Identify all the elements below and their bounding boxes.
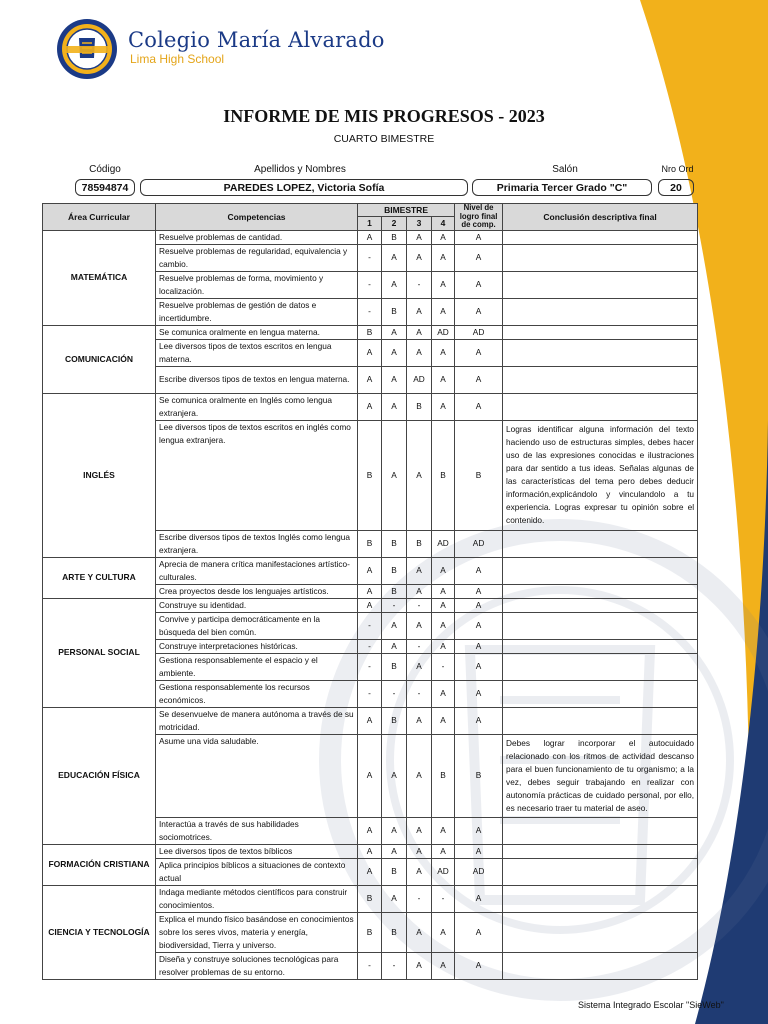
codigo-field: 78594874 [75,179,135,196]
grade-b2: A [382,612,407,639]
competencia: Resuelve problemas de forma, movimiento y localización. [156,271,358,298]
grade-b1: - [358,952,382,979]
grade-b3: A [407,844,432,858]
area-name: ARTE Y CULTURA [43,557,156,598]
grade-final: A [455,680,503,707]
grade-final: A [455,366,503,393]
grade-b1: B [358,912,382,952]
competencia: Gestiona responsablemente el espacio y el ambiente. [156,653,358,680]
grade-b3: A [407,612,432,639]
grade-b2: B [382,230,407,244]
conclusion [503,339,698,366]
grade-b2: A [382,325,407,339]
conclusion [503,530,698,557]
grade-final: A [455,653,503,680]
competencia: Se comunica oralmente en lengua materna. [156,325,358,339]
grade-b3: B [407,393,432,420]
conclusion [503,639,698,653]
competencia: Construye interpretaciones históricas. [156,639,358,653]
grade-b3: B [407,530,432,557]
grade-final: A [455,844,503,858]
label-salon: Salón [552,164,578,175]
conclusion [503,817,698,844]
grade-b2: B [382,530,407,557]
grade-b2: A [382,366,407,393]
competencia: Lee diversos tipos de textos escritos en inglés como lengua extranjera. [156,420,358,530]
grade-b4: A [432,366,455,393]
grade-b3: A [407,734,432,817]
grade-final: A [455,598,503,612]
competencia: Interactúa a través de sus habilidades sociomotrices. [156,817,358,844]
grade-b3: A [407,339,432,366]
competencia: Resuelve problemas de cantidad. [156,230,358,244]
conclusion [503,952,698,979]
grade-b1: A [358,366,382,393]
grade-b3: A [407,653,432,680]
grade-final: A [455,557,503,584]
grade-final: A [455,271,503,298]
grade-b2: B [382,584,407,598]
grade-b2: A [382,393,407,420]
grade-b3: A [407,230,432,244]
footer: Sistema Integrado Escolar "SieWeb" [578,1000,724,1010]
grade-b4: AD [432,325,455,339]
area-name: EDUCACIÓN FÍSICA [43,707,156,844]
grade-final: A [455,885,503,912]
report-title: INFORME DE MIS PROGRESOS - 2023 [223,106,545,126]
grade-b3: A [407,325,432,339]
salon-field: Primaria Tercer Grado "C" [472,179,652,196]
grade-b1: A [358,393,382,420]
grade-b4: A [432,817,455,844]
grade-b1: A [358,557,382,584]
grade-b4: - [432,653,455,680]
grade-b3: A [407,952,432,979]
grade-final: A [455,393,503,420]
grade-b2: A [382,244,407,271]
grade-b2: B [382,557,407,584]
area-name: MATEMÁTICA [43,230,156,325]
grade-b4: A [432,844,455,858]
header-b1: 1 [358,217,382,230]
conclusion [503,298,698,325]
competencia: Aprecia de manera crítica manifestaciones artístico-culturales. [156,557,358,584]
school-subtitle: Lima High School [130,52,225,66]
grade-b1: A [358,584,382,598]
competencia: Lee diversos tipos de textos bíblicos [156,844,358,858]
grade-b1: - [358,298,382,325]
nro-ord-field: 20 [658,179,694,196]
label-nombres: Apellidos y Nombres [254,164,346,175]
competencia: Indaga mediante métodos científicos para construir conocimientos. [156,885,358,912]
competencia: Crea proyectos desde los lenguajes artísticos. [156,584,358,598]
competencia: Escribe diversos tipos de textos Inglés como lengua extranjera. [156,530,358,557]
grade-b3: - [407,598,432,612]
grade-b2: A [382,339,407,366]
grade-final: B [455,734,503,817]
grade-b1: A [358,858,382,885]
grade-b2: - [382,598,407,612]
area-name: CIENCIA Y TECNOLOGÍA [43,885,156,979]
competencia: Se comunica oralmente en Inglés como lengua extranjera. [156,393,358,420]
header-conclusion: Conclusión descriptiva final [503,204,698,231]
conclusion [503,653,698,680]
header-bimestre: BIMESTRE [358,204,455,217]
conclusion: Debes lograr incorporar el autocuidado relacionado con los ritmos de actividad descanso para el buen funcionamiento de tu organismo; a la vez, debes seguir trabajando en realizar con autonomía prácticas de cuidado personal, por ello, es necesario traer tu material de aseo. [503,734,698,817]
grade-b1: B [358,885,382,912]
competencia: Resuelve problemas de regularidad, equivalencia y cambio. [156,244,358,271]
label-nro-ord: Nro Ord [661,164,694,174]
conclusion [503,366,698,393]
grade-b3: A [407,912,432,952]
school-name: Colegio María Alvarado [128,28,385,52]
grade-b2: A [382,271,407,298]
conclusion [503,912,698,952]
grade-b3: A [407,420,432,530]
grade-b4: A [432,584,455,598]
grade-b4: A [432,612,455,639]
grade-b2: - [382,680,407,707]
grade-b1: - [358,653,382,680]
grade-b1: B [358,325,382,339]
grade-b2: B [382,858,407,885]
grade-b1: - [358,271,382,298]
grade-b4: A [432,230,455,244]
conclusion [503,393,698,420]
grade-b4: A [432,393,455,420]
table-row [43,557,698,584]
grade-b3: - [407,680,432,707]
grade-final: B [455,420,503,530]
competencia: Asume una vida saludable. [156,734,358,817]
grade-b3: - [407,885,432,912]
competencia: Aplica principios bíblicos a situaciones de contexto actual [156,858,358,885]
table-row [43,598,698,612]
conclusion [503,584,698,598]
grade-b4: AD [432,530,455,557]
grade-b3: A [407,298,432,325]
grade-b4: A [432,271,455,298]
grade-b3: AD [407,366,432,393]
competencia: Lee diversos tipos de textos escritos en lengua materna. [156,339,358,366]
competencia: Resuelve problemas de gestión de datos e incertidumbre. [156,298,358,325]
grade-b4: A [432,339,455,366]
grade-b2: A [382,734,407,817]
grades-body [43,230,698,979]
grade-final: A [455,639,503,653]
grade-b1: - [358,680,382,707]
report-period: CUARTO BIMESTRE [333,133,435,145]
grade-final: A [455,230,503,244]
header-b4: 4 [432,217,455,230]
grade-final: A [455,339,503,366]
grade-b2: A [382,420,407,530]
header-nivel: Nivel de logro final de comp. [455,204,503,231]
conclusion [503,557,698,584]
grade-final: A [455,912,503,952]
grade-b3: A [407,557,432,584]
conclusion [503,612,698,639]
grade-b1: A [358,230,382,244]
grade-b4: A [432,557,455,584]
school-logo [56,18,118,80]
area-name: COMUNICACIÓN [43,325,156,393]
grade-b4: A [432,244,455,271]
grade-b4: A [432,680,455,707]
grade-b2: B [382,707,407,734]
table-row [43,844,698,858]
area-name: PERSONAL SOCIAL [43,598,156,707]
grade-final: AD [455,858,503,885]
grade-b1: A [358,734,382,817]
grade-final: A [455,298,503,325]
grade-b1: A [358,844,382,858]
grade-final: A [455,707,503,734]
grade-b2: - [382,952,407,979]
conclusion [503,680,698,707]
competencia: Convive y participa democráticamente en la búsqueda del bien común. [156,612,358,639]
table-row [43,393,698,420]
grade-b2: A [382,844,407,858]
grade-b2: A [382,885,407,912]
grade-final: A [455,952,503,979]
header-b3: 3 [407,217,432,230]
conclusion [503,844,698,858]
conclusion [503,230,698,244]
grade-b4: A [432,952,455,979]
grade-final: A [455,612,503,639]
grade-b1: A [358,707,382,734]
conclusion: Logras identificar alguna información del texto haciendo uso de estructuras simples, debes hacer uso de las expresiones conocidas e ilustraciones para dar sentido a tus ideas. Señalas algunas de las características del tema pero debes deducir información,explicándolo y vinculandolo a tu experiencia. Logras expresar tu opinión sobre el contenido. [503,420,698,530]
grade-b1: B [358,420,382,530]
conclusion [503,858,698,885]
grade-b2: B [382,912,407,952]
table-row [43,230,698,244]
grade-final: A [455,817,503,844]
grade-final: A [455,584,503,598]
grade-b4: - [432,885,455,912]
grade-final: AD [455,325,503,339]
grade-b3: A [407,858,432,885]
grade-b1: A [358,339,382,366]
competencia: Se desenvuelve de manera autónoma a través de su motricidad. [156,707,358,734]
grade-b3: - [407,271,432,298]
competencia: Construye su identidad. [156,598,358,612]
grade-b3: A [407,584,432,598]
grade-b3: - [407,639,432,653]
table-row [43,885,698,912]
header-area: Área Curricular [43,204,156,231]
grade-b2: B [382,653,407,680]
conclusion [503,244,698,271]
grade-final: A [455,244,503,271]
area-name: INGLÉS [43,393,156,557]
grade-b2: B [382,298,407,325]
conclusion [503,325,698,339]
grade-b3: A [407,817,432,844]
grade-b1: A [358,598,382,612]
grade-b4: A [432,639,455,653]
header-competencias: Competencias [156,204,358,231]
label-codigo: Código [89,164,121,175]
header-b2: 2 [382,217,407,230]
grade-b4: B [432,734,455,817]
competencia: Explica el mundo físico basándose en conocimientos sobre los seres vivos, materia y energía, biodiversidad, Tierra y universo. [156,912,358,952]
grade-b4: A [432,707,455,734]
grade-b4: B [432,420,455,530]
table-row [43,707,698,734]
conclusion [503,598,698,612]
grade-b1: - [358,639,382,653]
nombres-field: PAREDES LOPEZ, Victoria Sofía [140,179,468,196]
grade-final: AD [455,530,503,557]
grade-b4: A [432,598,455,612]
grade-b2: A [382,639,407,653]
conclusion [503,271,698,298]
grade-b4: A [432,912,455,952]
grade-b1: - [358,244,382,271]
grades-table [42,203,698,980]
grade-b3: A [407,707,432,734]
grade-b2: A [382,817,407,844]
grade-b4: A [432,298,455,325]
area-name: FORMACIÓN CRISTIANA [43,844,156,885]
competencia: Escribe diversos tipos de textos en lengua materna. [156,366,358,393]
grade-b3: A [407,244,432,271]
grade-b1: A [358,817,382,844]
competencia: Gestiona responsablemente los recursos económicos. [156,680,358,707]
conclusion [503,707,698,734]
conclusion [503,885,698,912]
table-row [43,325,698,339]
grade-b1: B [358,530,382,557]
grade-b4: AD [432,858,455,885]
competencia: Diseña y construye soluciones tecnológicas para resolver problemas de su entorno. [156,952,358,979]
grade-b1: - [358,612,382,639]
